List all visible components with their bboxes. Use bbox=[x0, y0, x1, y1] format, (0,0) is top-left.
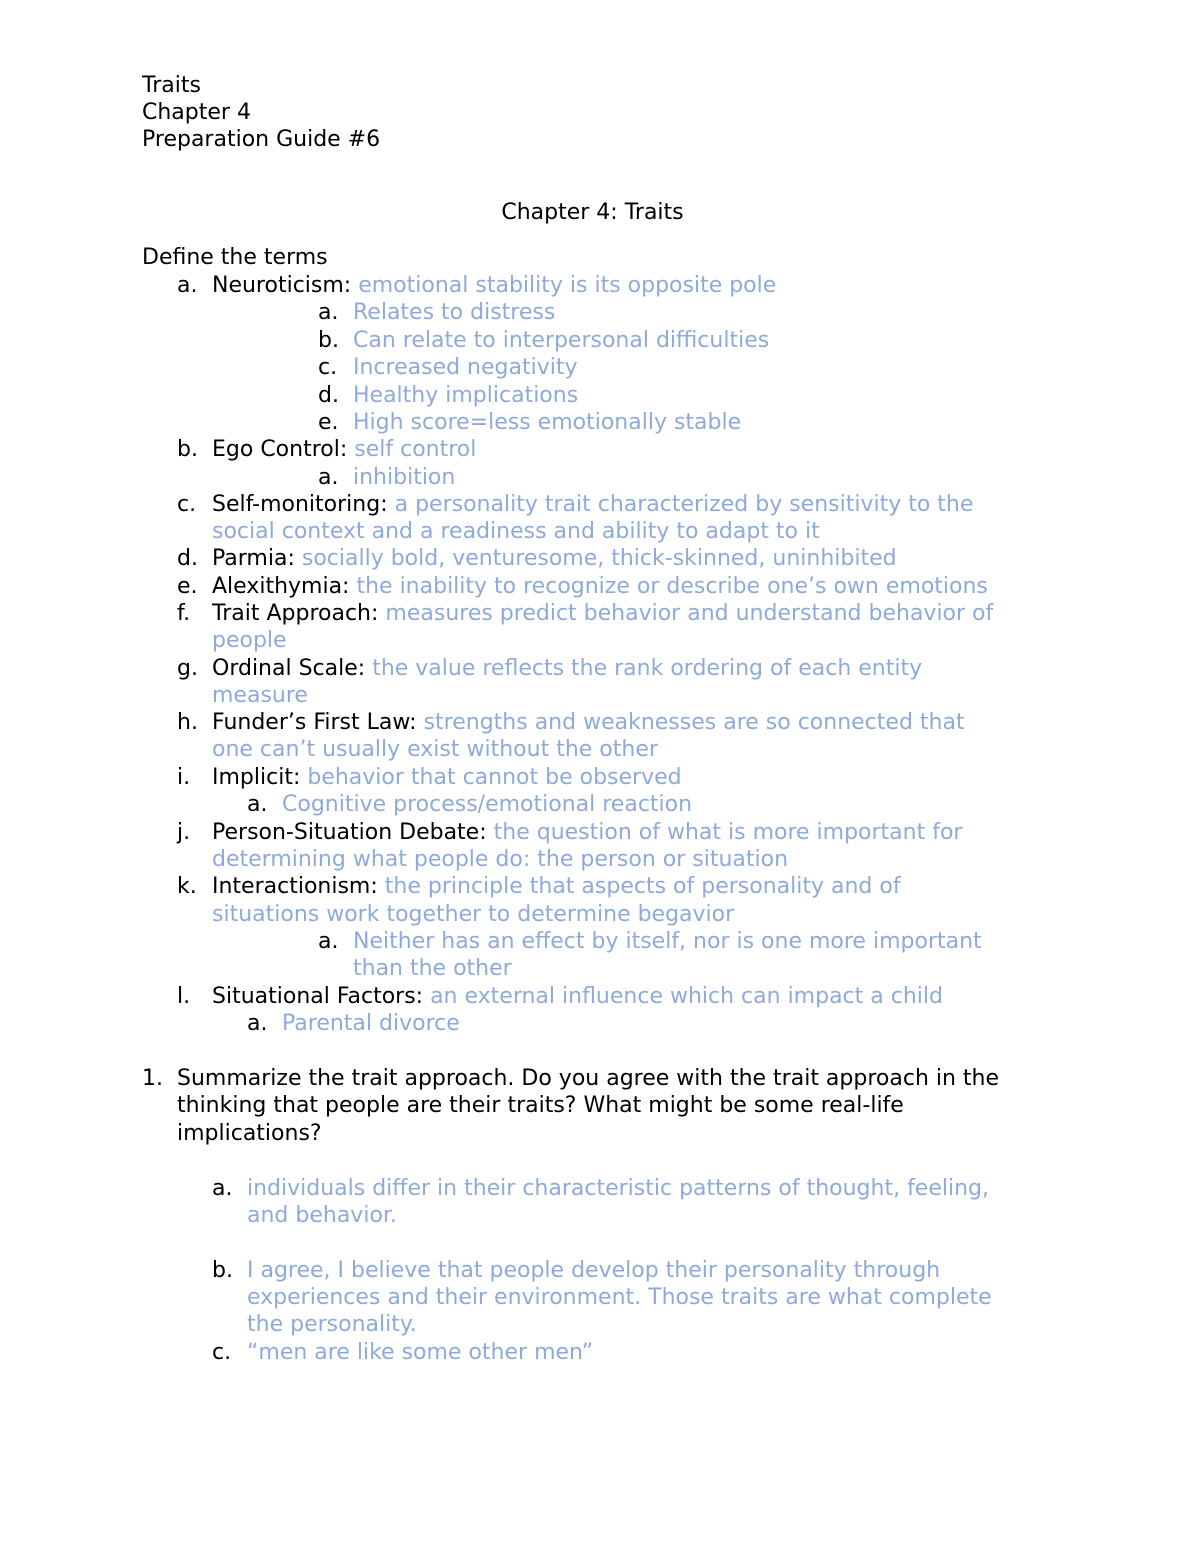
subitem-marker: e. bbox=[318, 410, 339, 435]
term-definition-continued: determining what people do: the person or situation bbox=[212, 847, 789, 872]
subitem-marker: b. bbox=[318, 328, 339, 353]
term-definition: an external influence which can impact a child bbox=[430, 984, 943, 1009]
subitem-text: High score=less emotionally stable bbox=[353, 410, 742, 435]
subitem-marker: a. bbox=[318, 929, 339, 954]
term-name: Self-monitoring: bbox=[212, 492, 388, 517]
answer-text: “men are like some other men” bbox=[247, 1340, 594, 1365]
term-marker: k. bbox=[177, 874, 197, 899]
term-marker: a. bbox=[177, 273, 198, 298]
term-marker: e. bbox=[177, 574, 198, 599]
term-marker: h. bbox=[177, 710, 198, 735]
subitem-text: Increased negativity bbox=[353, 355, 578, 380]
term-definition-continued: situations work together to determine begavior bbox=[212, 902, 735, 927]
term-line bbox=[212, 272, 776, 299]
term-marker: c. bbox=[177, 492, 197, 517]
subitem-text: Relates to distress bbox=[353, 300, 556, 325]
question-text: Summarize the trait approach. Do you agree with the trait approach in the bbox=[177, 1066, 1000, 1091]
term-marker: d. bbox=[177, 546, 198, 571]
question-text: thinking that people are their traits? What might be some real-life bbox=[177, 1093, 904, 1118]
term-definition: the question of what is more important for bbox=[493, 820, 963, 845]
term-definition: behavior that cannot be observed bbox=[307, 765, 682, 790]
term-marker: j. bbox=[177, 820, 191, 845]
term-name: Neuroticism: bbox=[212, 273, 352, 298]
term-line bbox=[212, 873, 901, 900]
answer-marker: b. bbox=[212, 1258, 233, 1283]
header-line-1: Traits bbox=[142, 73, 201, 98]
term-name: Situational Factors: bbox=[212, 984, 424, 1009]
header-line-2: Chapter 4 bbox=[142, 100, 251, 125]
subitem-marker: a. bbox=[318, 465, 339, 490]
term-line bbox=[212, 436, 476, 463]
term-line bbox=[212, 764, 682, 791]
term-line bbox=[212, 819, 962, 846]
term-definition: measures predict behavior and understand behavior of bbox=[385, 601, 994, 626]
question-text: implications? bbox=[177, 1121, 322, 1146]
term-definition-continued: one can’t usually exist without the other bbox=[212, 737, 658, 762]
term-marker: f. bbox=[177, 601, 191, 626]
answer-text: experiences and their environment. Those traits are what complete bbox=[247, 1285, 992, 1310]
subitem-text: Can relate to interpersonal difficulties bbox=[353, 328, 770, 353]
subitem-marker: d. bbox=[318, 383, 339, 408]
answer-text: and behavior. bbox=[247, 1203, 397, 1228]
term-line bbox=[212, 600, 993, 627]
term-definition: the principle that aspects of personality and of bbox=[384, 874, 901, 899]
term-definition-continued: social context and a readiness and ability to adapt to it bbox=[212, 519, 820, 544]
term-line bbox=[212, 709, 965, 736]
term-line bbox=[212, 491, 973, 518]
term-name: Alexithymia: bbox=[212, 574, 350, 599]
subitem-text: Cognitive process/emotional reaction bbox=[282, 792, 693, 817]
subitem-text: inhibition bbox=[353, 465, 456, 490]
term-marker: b. bbox=[177, 437, 198, 462]
term-name: Ordinal Scale: bbox=[212, 656, 366, 681]
term-name: Interactionism: bbox=[212, 874, 378, 899]
term-line bbox=[212, 573, 988, 600]
term-name: Ego Control: bbox=[212, 437, 348, 462]
term-name: Trait Approach: bbox=[212, 601, 379, 626]
term-marker: i. bbox=[177, 765, 191, 790]
term-definition: the inability to recognize or describe one’s own emotions bbox=[356, 574, 988, 599]
answer-text: individuals differ in their characteristic patterns of thought, feeling, bbox=[247, 1176, 990, 1201]
answer-text: I agree, I believe that people develop their personality through bbox=[247, 1258, 941, 1283]
subitem-text: Parental divorce bbox=[282, 1011, 460, 1036]
term-line bbox=[212, 655, 922, 682]
term-definition: strengths and weaknesses are so connected that bbox=[423, 710, 965, 735]
term-name: Implicit: bbox=[212, 765, 301, 790]
term-marker: l. bbox=[177, 984, 191, 1009]
term-definition: socially bold, venturesome, thick-skinned, uninhibited bbox=[301, 546, 897, 571]
subitem-text: Neither has an effect by itself, nor is one more important bbox=[353, 929, 982, 954]
answer-text: the personality. bbox=[247, 1312, 417, 1337]
term-marker: g. bbox=[177, 656, 198, 681]
term-definition-continued: people bbox=[212, 628, 287, 653]
term-name: Parmia: bbox=[212, 546, 295, 571]
subitem-text: Healthy implications bbox=[353, 383, 579, 408]
question-marker: 1. bbox=[142, 1066, 163, 1091]
subitem-text-continued: than the other bbox=[353, 956, 512, 981]
term-definition-continued: measure bbox=[212, 683, 308, 708]
define-heading: Define the terms bbox=[142, 245, 328, 270]
term-definition: a personality trait characterized by sensitivity to the bbox=[394, 492, 974, 517]
term-definition: emotional stability is its opposite pole bbox=[358, 273, 777, 298]
document-title: Chapter 4: Traits bbox=[501, 200, 684, 225]
header-line-3: Preparation Guide #6 bbox=[142, 127, 381, 152]
term-name: Funder’s First Law: bbox=[212, 710, 417, 735]
term-definition: the value reflects the rank ordering of each entity bbox=[372, 656, 923, 681]
answer-marker: a. bbox=[212, 1176, 233, 1201]
subitem-marker: c. bbox=[318, 355, 338, 380]
term-definition: self control bbox=[354, 437, 477, 462]
subitem-marker: a. bbox=[247, 1011, 268, 1036]
term-name: Person-Situation Debate: bbox=[212, 820, 487, 845]
term-line bbox=[212, 983, 943, 1010]
subitem-marker: a. bbox=[318, 300, 339, 325]
answer-marker: c. bbox=[212, 1340, 232, 1365]
term-line bbox=[212, 545, 897, 572]
subitem-marker: a. bbox=[247, 792, 268, 817]
